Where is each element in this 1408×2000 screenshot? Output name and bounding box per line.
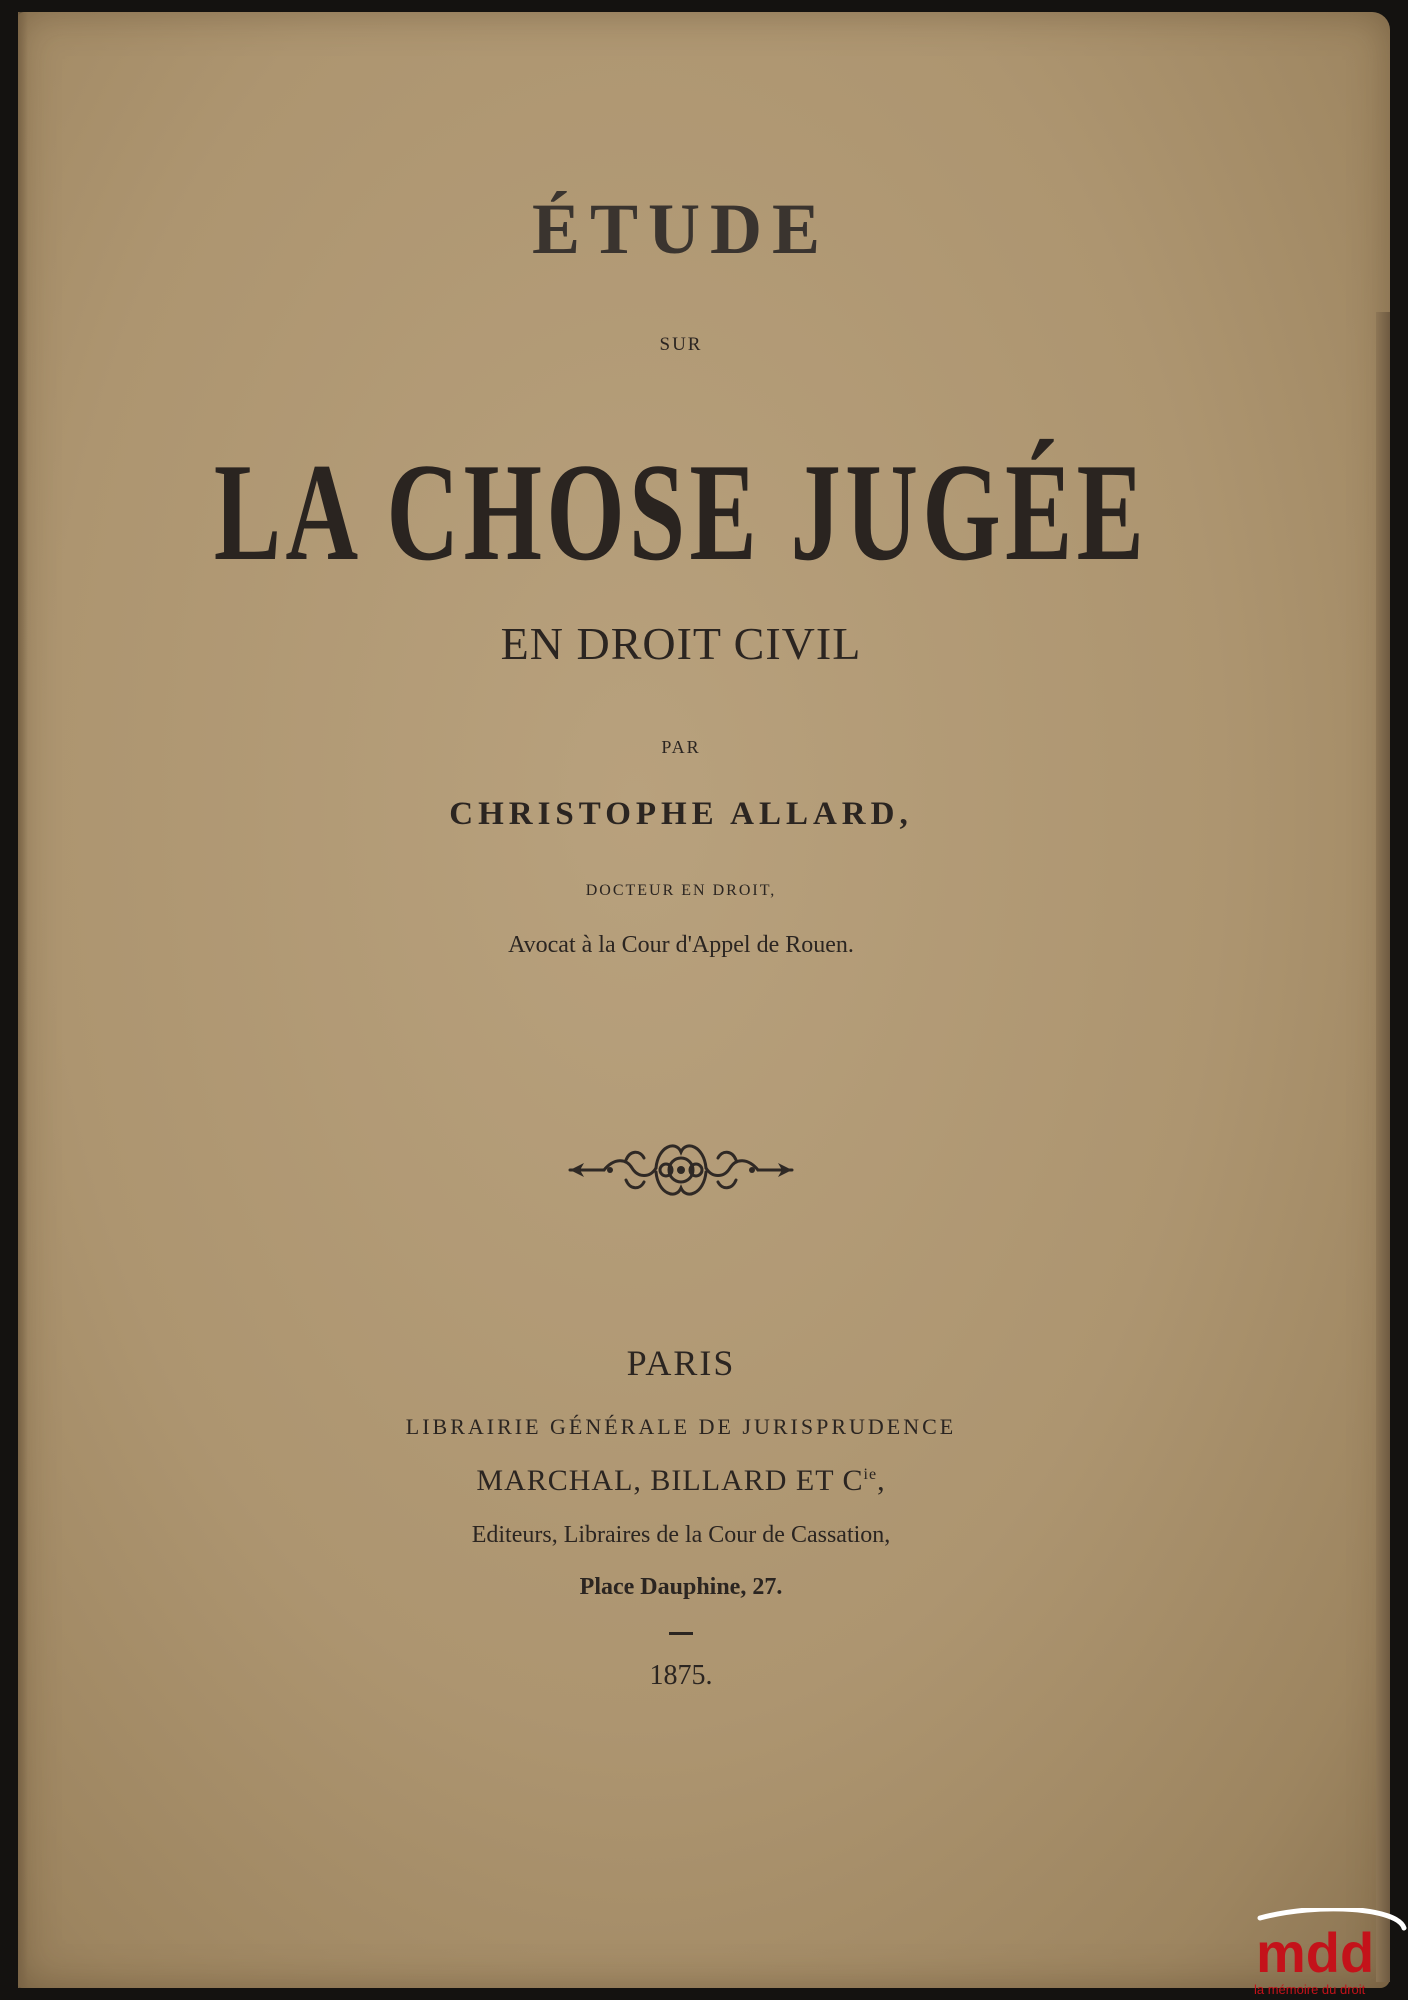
cover-degree: DOCTEUR EN DROIT, [585,882,777,899]
cover-etude: ÉTUDE [531,189,831,269]
cover-title: LA CHOSE JUGÉE [213,435,1149,590]
cover-address: Place Dauphine, 27. [579,1574,783,1600]
publisher-name-sup: ie [863,1466,878,1483]
cover-publisher-role: Editeurs, Libraires de la Cour de Cassation, [471,1522,891,1548]
logo-text: mdd [1256,1921,1375,1984]
cover-subtitle: EN DROIT CIVIL [500,618,862,669]
cover-par: PAR [661,737,701,757]
cover-year: 1875. [649,1660,713,1691]
cover-sur: SUR [659,334,703,355]
cover-rule [669,1632,693,1635]
cover-publisher-name [18,1464,1344,1498]
cover-author: CHRISTOPHE ALLARD, [449,796,913,832]
book-cover [18,12,1390,1988]
publisher-name-main: MARCHAL, BILLARD ET C [476,1464,864,1497]
cover-publisher-house: LIBRAIRIE GÉNÉRALE DE JURISPRUDENCE [405,1414,957,1439]
publisher-name-end: , [877,1464,886,1497]
logo-tagline: la mémoire du droit [1254,1982,1366,1997]
fleuron-ornament-icon [566,1130,796,1210]
cover-city: PARIS [626,1343,736,1383]
mdd-logo-icon [1250,1908,1408,2000]
cover-position: Avocat à la Cour d'Appel de Rouen. [508,932,854,958]
cover-right-edge [1376,312,1390,1982]
